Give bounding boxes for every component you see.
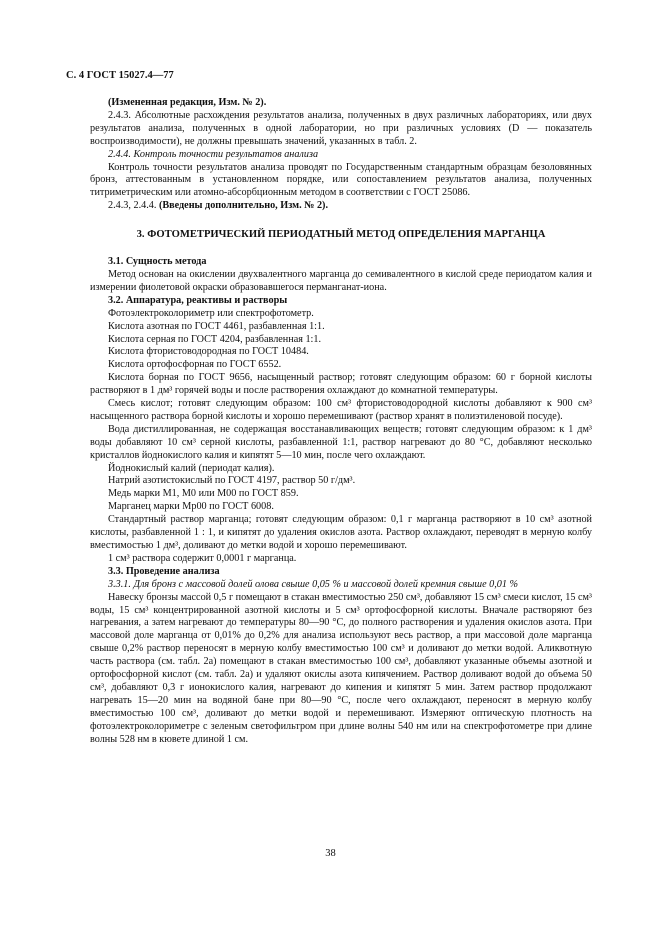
paragraph-procedure: Навеску бронзы массой 0,5 г помещают в стакан вместимостью 250 см³, добавляют 15 см³ смеси кислот, 15 см³ воды, 15 см³ концентрированной азотной кислоты и 5 см³ ортофосфорной кислоты. Вначале растворяют без нагревания, а затем нагревают до температуры 80—90 °С, до полного растворения и удаления окислов азота. При массовой доле марганца от 0,01% до 0,2% для анализа используют весь раствор, а при массовой доле марганца свыше 0,2% раствор переносят в мерную колбу вместимостью 100 см³ и доливают до метки водой. Аликвотную часть раствора (см. табл. 2а) помещают в стакан вместимостью 100 см³, добавляют указанные объемы азотной и ортофосфорной кислот (см. табл. 2а) и удаляют окислы азота кипячением. Раствор доливают водой до объема 50 см³, добавляют 0,3 г ионокислого калия, нагревают до кипения и кипятят 5 мин. Затем раствор продолжают нагревать 15—20 мин на водяной бане при 80—90 °С, после чего охлаждают, переносят в мерную колбу вместимостью 100 см³, доливают до метки водой и перемешивают. Измеряют оптическую плотность на фотоэлектроколориметре с зеленым светофильтром при длине волны 540 нм или на спектрофотометре при длине волны 528 нм в кювете длиной 1 см.	[90, 591, 592, 745]
reagent-item: Кислота серная по ГОСТ 4204, разбавленная 1:1.	[108, 333, 322, 345]
paragraph-3-3-1-heading: 3.3.1. Для бронз с массовой долей олова свыше 0,05 % и массовой долей кремния свыше 0,01 %	[108, 578, 519, 590]
reagent-item: Вода дистиллированная, не содержащая восстанавливающих веществ; готовят следующим образом: к 1 дм³ воды добавляют 10 см³ серной кислоты, разбавленной 1:1, раствор нагревают до 80 °С, добавляют несколько кристаллов йоднокислого калия и кипятят 5—10 мин, после чего охлаждают.	[90, 423, 592, 461]
reagent-item: Смесь кислот; готовят следующим образом: 100 см³ фтористоводородной кислоты добавляют к 900 см³ насыщенного раствора борной кислоты и хорошо перемешивают (раствор хранят в полиэтиленовой посуде).	[90, 398, 592, 422]
reagent-item: Медь марки М1, М0 или М00 по ГОСТ 859.	[108, 488, 299, 500]
reagent-item: Натрий азотистокислый по ГОСТ 4197, раствор 50 г/дм³.	[108, 475, 356, 487]
reagent-item: Кислота азотная по ГОСТ 4461, разбавленная 1:1.	[108, 320, 325, 332]
page-header: С. 4 ГОСТ 15027.4—77	[66, 70, 174, 81]
amendment-note: (Измененная редакция, Изм. № 2).	[108, 97, 267, 108]
heading-3-2: 3.2. Аппаратура, реактивы и растворы	[108, 294, 288, 306]
reagent-item: Стандартный раствор марганца; готовят следующим образом: 0,1 г марганца растворяют в 10 см³ азотной кислоты, разбавленной 1 : 1, и кипятят до удаления окислов азота. Раствор охлаждают, переводят в мерную колбу вместимостью 1 дм³, доливают до метки водой и хорошо перемешивают.	[90, 514, 592, 551]
heading-3-1: 3.1. Сущность метода	[108, 256, 207, 268]
clause-numbers: 2.4.3, 2.4.4.	[108, 200, 157, 212]
page-number: 38	[325, 848, 336, 859]
paragraph-accuracy-control: Контроль точности результатов анализа проводят по Государственным стандартным образцам безоловянных бронз, аттестованным в установленном порядке, или сопоставлением результатов анализа, полученных титриметрическим или атомно-абсорбционным методом в соответствии с ГОСТ 25086.	[90, 161, 592, 199]
paragraph-2-4-3: 2.4.3. Абсолютные расхождения результатов анализа, полученных в двух различных лабораториях, или двух результатов анализа, полученных в одной лаборатории, но при различных условиях (D — показатель воспроизводимости), не должны превышать значений, указанных в табл. 2.	[90, 109, 592, 147]
reagent-item: Марганец марки Мр00 по ГОСТ 6008.	[108, 501, 274, 513]
reagent-item: Йоднокислый калий (периодат калия).	[108, 462, 275, 474]
paragraph-2-4-4-heading: 2.4.4. Контроль точности результатов анализа	[108, 148, 319, 160]
reagent-item: Кислота фтористоводородная по ГОСТ 10484.	[108, 346, 309, 358]
paragraph-introduced-note	[90, 200, 592, 213]
document-body	[90, 97, 592, 747]
reagent-item: Кислота ортофосфорная по ГОСТ 6552.	[108, 359, 282, 371]
reagent-item: Кислота борная по ГОСТ 9656, насыщенный раствор; готовят следующим образом: 60 г борной кислоты растворяют в 1 дм³ горячей воды и после растворения охлаждают до комнатной температуры.	[90, 372, 592, 397]
section-3-title: 3. ФОТОМЕТРИЧЕСКИЙ ПЕРИОДАТНЫЙ МЕТОД ОПРЕДЕЛЕНИЯ МАРГАНЦА	[136, 229, 546, 241]
introduced-note: (Введены дополнительно, Изм. № 2).	[158, 200, 329, 212]
paragraph-method-essence: Метод основан на окислении двухвалентного марганца до семивалентного в кислой среде периодатом калия и измерении фиолетовой окраски образовавшегося перманганат-иона.	[90, 268, 592, 293]
reagent-item: 1 см³ раствора содержит 0,0001 г марганца.	[108, 552, 297, 564]
reagent-item: Фотоэлектроколориметр или спектрофотометр.	[108, 307, 314, 319]
heading-3-3: 3.3. Проведение анализа	[108, 565, 220, 577]
